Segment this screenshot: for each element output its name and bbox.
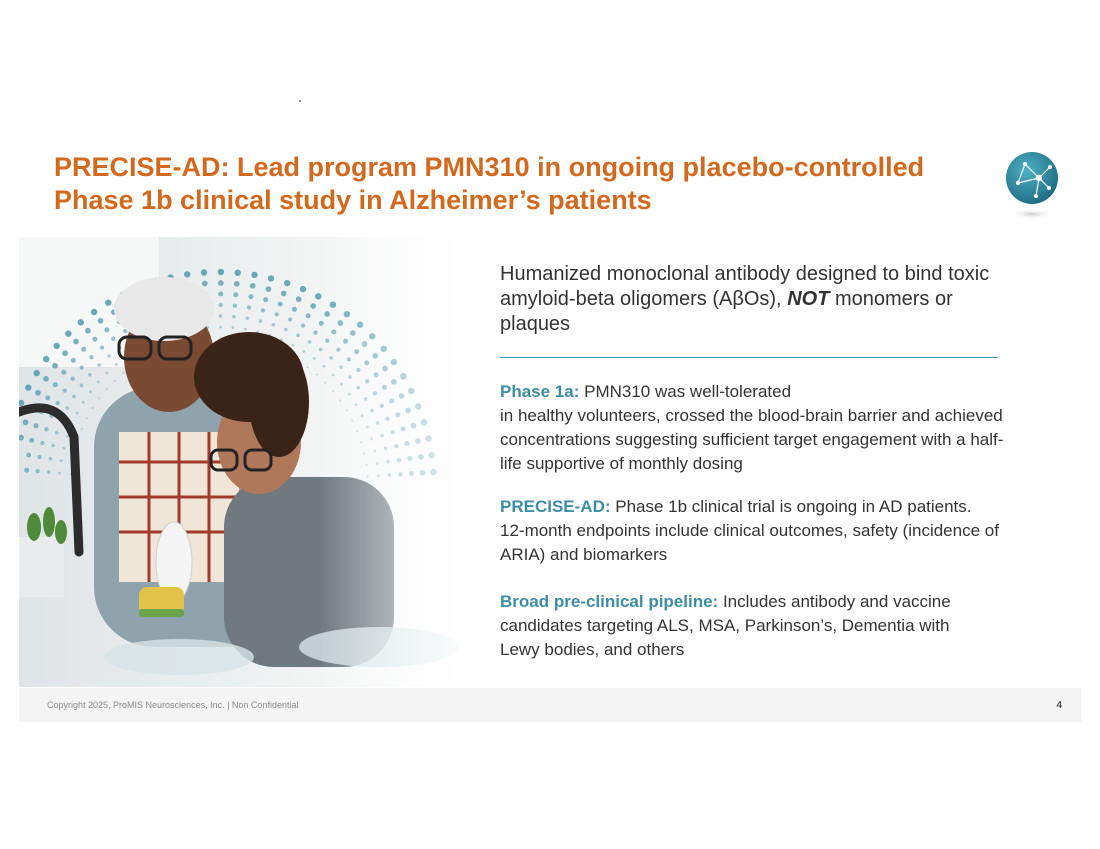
section-preclinical-pipeline: [500, 590, 990, 662]
decorative-dot: [98, 318, 104, 324]
decorative-dot: [86, 417, 88, 419]
decorative-dot: [234, 281, 240, 287]
decorative-dot: [296, 334, 300, 338]
decorative-dot: [62, 350, 68, 356]
lead-emphasis: NOT: [787, 288, 830, 310]
decorative-dot: [272, 323, 276, 327]
decorative-dot: [44, 427, 48, 431]
decorative-dot: [233, 292, 238, 297]
decorative-dot: [34, 423, 39, 428]
decorative-dot: [66, 435, 69, 438]
section-precise-ad: [500, 495, 1000, 567]
decorative-dot: [316, 373, 318, 375]
decorative-dot: [37, 455, 41, 459]
decorative-dot: [300, 286, 306, 292]
decorative-dot: [245, 317, 249, 321]
decorative-dot: [43, 376, 49, 382]
content-column: [500, 262, 1020, 662]
decorative-dot: [284, 328, 288, 332]
decorative-dot: [307, 366, 309, 368]
decorative-dot: [219, 326, 222, 329]
decorative-dot: [71, 358, 76, 363]
decorative-dot: [89, 390, 92, 393]
decorative-dot: [288, 317, 292, 321]
decorative-dot: [306, 313, 311, 318]
decorative-dot: [218, 292, 223, 297]
decorative-dot: [78, 319, 84, 325]
decorative-dot: [218, 280, 224, 286]
slide-footer: [19, 688, 1081, 722]
decorative-dot: [71, 377, 75, 381]
grandmother-and-child-washing-dishes-photo: [19, 237, 489, 687]
decorative-dot: [91, 309, 97, 315]
decorative-dot: [35, 390, 41, 396]
decorative-dot: [201, 269, 207, 275]
decorative-dot: [97, 363, 101, 367]
decorative-dot: [73, 339, 79, 345]
decorative-dot: [218, 303, 222, 307]
section-phase-1a: [500, 380, 1010, 476]
decorative-dot: [251, 272, 257, 278]
decorative-dot: [261, 308, 265, 312]
decorative-dot: [263, 297, 268, 302]
decorative-dot: [58, 472, 61, 475]
decorative-dot: [296, 296, 302, 302]
decorative-dot: [24, 468, 29, 473]
decorative-dot: [105, 388, 107, 390]
decorative-dot: [85, 328, 91, 334]
decorative-dot: [115, 363, 118, 366]
section-first-line: PMN310 was well-tolerated: [579, 382, 792, 401]
decorative-dot: [92, 407, 94, 409]
decorative-dot: [233, 304, 237, 308]
section-body: Includes antibody and vaccine candidates targeting ALS, MSA, Parkinson’s, Dementia with Lewy bodies, and others: [500, 592, 951, 659]
decorative-dot: [92, 337, 97, 342]
lead-text-mid: Os),: [743, 288, 788, 310]
decorative-dot: [184, 271, 190, 277]
decorative-dot: [218, 269, 224, 275]
decorative-dot: [55, 431, 59, 435]
decorative-dot: [275, 312, 279, 316]
section-body: Phase 1b clinical trial is ongoing in AD patients. 12-month endpoints include clinical outcomes, safety (incidence of ARIA) and biomarkers: [500, 497, 999, 564]
decorative-dot: [88, 373, 92, 377]
decorative-dot: [29, 438, 34, 443]
decorative-dot: [98, 397, 100, 399]
decorative-dot: [36, 469, 40, 473]
page-number: 4: [1056, 700, 1062, 711]
decorative-dot: [248, 294, 253, 299]
decorative-dot: [54, 343, 60, 349]
decorative-dot: [111, 337, 115, 341]
decorative-dot: [231, 326, 234, 329]
lead-beta-symbol: β: [732, 288, 744, 310]
lead-statement: [500, 262, 1020, 337]
decorative-dot: [66, 406, 70, 410]
decorative-dot: [105, 300, 111, 306]
decorative-dot: [308, 340, 312, 344]
slide-title: [54, 151, 994, 217]
network-node-logo-icon: [1003, 150, 1061, 222]
decorative-dot: [247, 305, 251, 309]
decorative-dot: [301, 323, 305, 327]
decorative-dot: [51, 444, 55, 448]
decorative-dot: [47, 470, 51, 474]
section-heading: Phase 1a:: [500, 382, 580, 401]
decorative-dot: [60, 459, 63, 462]
decorative-dot: [100, 345, 104, 349]
decorative-dot: [55, 401, 59, 405]
decorative-dot: [302, 350, 305, 353]
decorative-dot: [202, 281, 208, 287]
decorative-dot: [52, 363, 58, 369]
decorative-dot: [43, 356, 49, 362]
decorative-dot: [80, 384, 84, 388]
decorative-dot: [82, 401, 85, 404]
decorative-dot: [235, 270, 241, 276]
decorative-dot: [278, 302, 283, 307]
decorative-dot: [62, 447, 65, 450]
decorative-dot: [26, 453, 31, 458]
decorative-dot: [284, 280, 290, 286]
lead-text-before: Humanized monoclonal antibody designed to bind toxic amyloid-beta oligomers (A: [500, 263, 990, 310]
decorative-dot: [313, 357, 316, 360]
decorative-dot: [122, 372, 124, 374]
decorative-dot: [79, 365, 83, 369]
decorative-dot: [266, 286, 272, 292]
decorative-dot: [292, 307, 297, 312]
stray-dot: [299, 100, 301, 102]
decorative-dot: [250, 283, 256, 289]
decorative-dot: [89, 355, 93, 359]
decorative-dot: [81, 428, 83, 430]
decorative-dot: [40, 441, 44, 445]
decorative-dot: [310, 303, 316, 309]
decorative-dot: [34, 370, 40, 376]
decorative-dot: [219, 314, 223, 318]
decorative-dot: [25, 385, 31, 391]
decorative-dot: [291, 344, 294, 347]
section-body: in healthy volunteers, crossed the blood-brain barrier and achieved concentrations suggesting sufficient target engagement with a half-life supportive of monthly dosing: [500, 406, 1004, 473]
copyright-text: Copyright 2025, ProMIS Neurosciences, Inc. | Non Confidential: [47, 700, 299, 710]
decorative-dot: [97, 381, 100, 384]
decorative-dot: [104, 327, 109, 332]
title-line-1: PRECISE-AD: Lead program PMN310 in ongoing placebo-controlled: [54, 152, 925, 182]
decorative-dot: [61, 370, 66, 375]
decorative-dot: [114, 380, 116, 382]
divider-rule: [500, 357, 998, 358]
section-heading: Broad pre-clinical pipeline:: [500, 592, 719, 611]
lead-text-after: monomers or plaques: [500, 288, 953, 335]
decorative-dot: [49, 457, 53, 461]
decorative-dot: [63, 388, 67, 392]
decorative-dot: [72, 395, 76, 399]
decorative-dot: [268, 275, 274, 281]
section-heading: PRECISE-AD:: [500, 497, 611, 516]
decorative-dot: [259, 319, 263, 323]
decorative-dot: [232, 315, 236, 319]
decorative-dot: [45, 395, 50, 400]
decorative-dot: [53, 382, 58, 387]
decorative-dot: [81, 347, 86, 352]
decorative-dot: [313, 331, 317, 335]
decorative-dot: [65, 331, 71, 337]
decorative-dot: [105, 371, 108, 374]
title-line-2: Phase 1b clinical study in Alzheimer’s patients: [54, 185, 652, 215]
decorative-dot: [76, 412, 79, 415]
decorative-dot: [281, 291, 287, 297]
decorative-dot: [107, 354, 111, 358]
decorative-dot: [244, 328, 247, 331]
decorative-dot: [23, 419, 29, 425]
